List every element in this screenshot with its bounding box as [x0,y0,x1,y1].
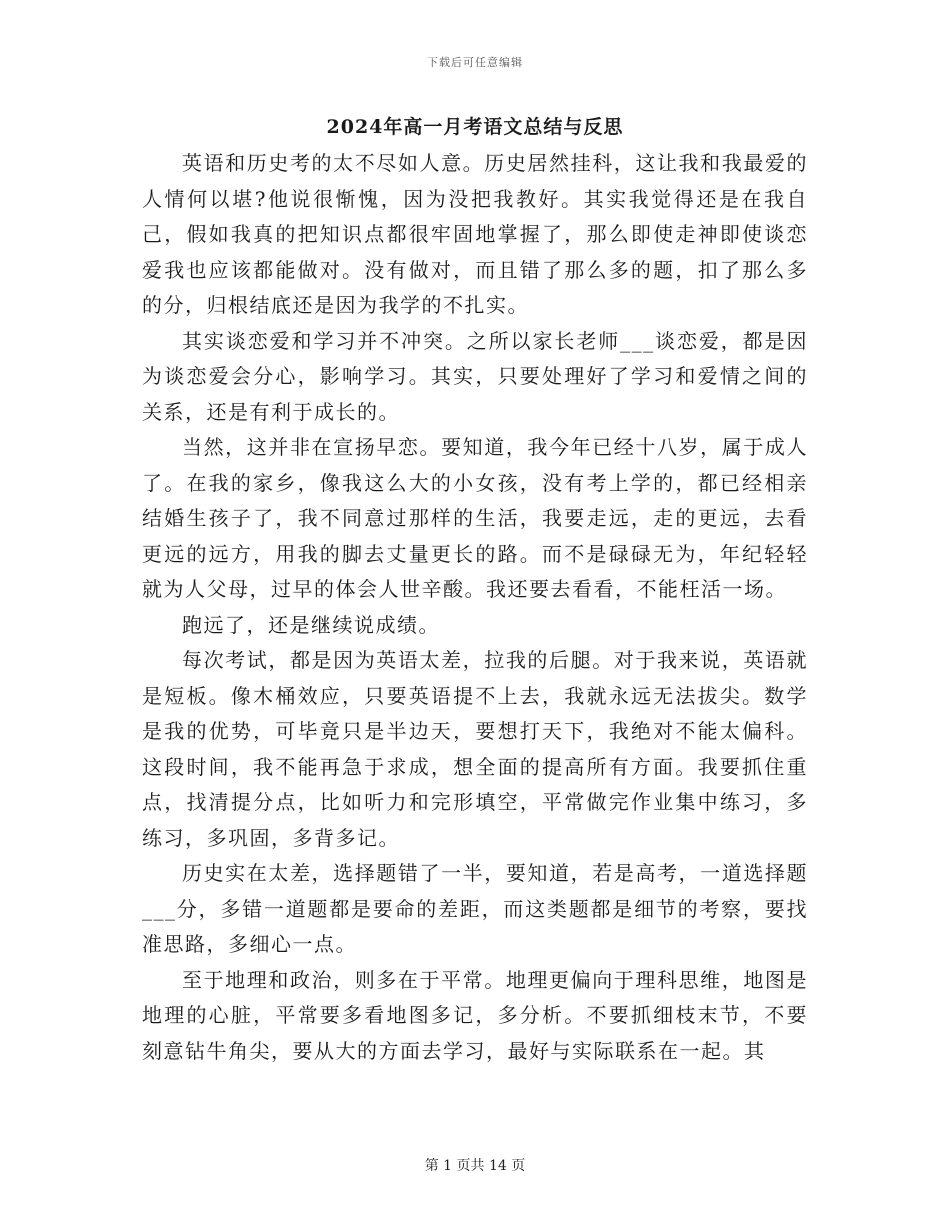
paragraph: 当然，这并非在宣扬早恋。要知道，我今年已经十八岁，属于成人了。在我的家乡，像我这么大的小女孩，没有考上学的，都已经相亲结婚生孩子了，我不同意过那样的生活，我要走远，走的更远，去看更远的远方，用我的脚去丈量更长的路。而不是碌碌无为，年纪轻轻就为人父母，过早的体会人世辛酸。我还要去看看，不能枉活一场。 [142,435,808,601]
document-title: 2024年高一月考语文总结与反思 [326,116,624,138]
paragraph: 其实谈恋爱和学习并不冲突。之所以家长老师___谈恋爱，都是因为谈恋爱会分心，影响学习。其实，只要处理好了学习和爱情之间的关系，还是有利于成长的。 [142,328,808,424]
paragraph: 英语和历史考的太不尽如人意。历史居然挂科，这让我和我最爱的人情何以堪?他说很惭愧，因为没把我教好。其实我觉得还是在我自己，假如我真的把知识点都很牢固地掌握了，那么即使走神即使谈恋爱我也应该都能做对。没有做对，而且错了那么多的题，扣了那么多的分，归根结底还是因为我学的不扎实。 [142,151,808,317]
document-body [142,146,808,1069]
paragraph: 每次考试，都是因为英语太差，拉我的后腿。对于我来说，英语就是短板。像木桶效应，只要英语提不上去，我就永远无法拔尖。数学是我的优势，可毕竟只是半边天，要想打天下，我绝对不能太偏科。这段时间，我不能再急于求成，想全面的提高所有方面。我要抓住重点，找清提分点，比如听力和完形填空，平常做完作业集中练习，多练习，多巩固，多背多记。 [142,648,808,850]
paragraph: 跑远了，还是继续说成绩。 [182,612,440,637]
paragraph: 至于地理和政治，则多在于平常。地理更偏向于理科思维，地图是地理的心脏，平常要多看地图多记，多分析。不要抓细枝末节，不要刻意钻牛角尖，要从大的方面去学习，最好与实际联系在一起。其 [142,967,808,1063]
page-header-note: 下载后可任意编辑 [427,56,523,69]
paragraph: 历史实在太差，选择题错了一半，要知道，若是高考，一道选择题___分，多错一道题都是要命的差距，而这类题都是细节的考察，要找准思路，多细心一点。 [142,861,808,956]
page-number-footer: 第 1 页共 14 页 [424,1158,526,1174]
